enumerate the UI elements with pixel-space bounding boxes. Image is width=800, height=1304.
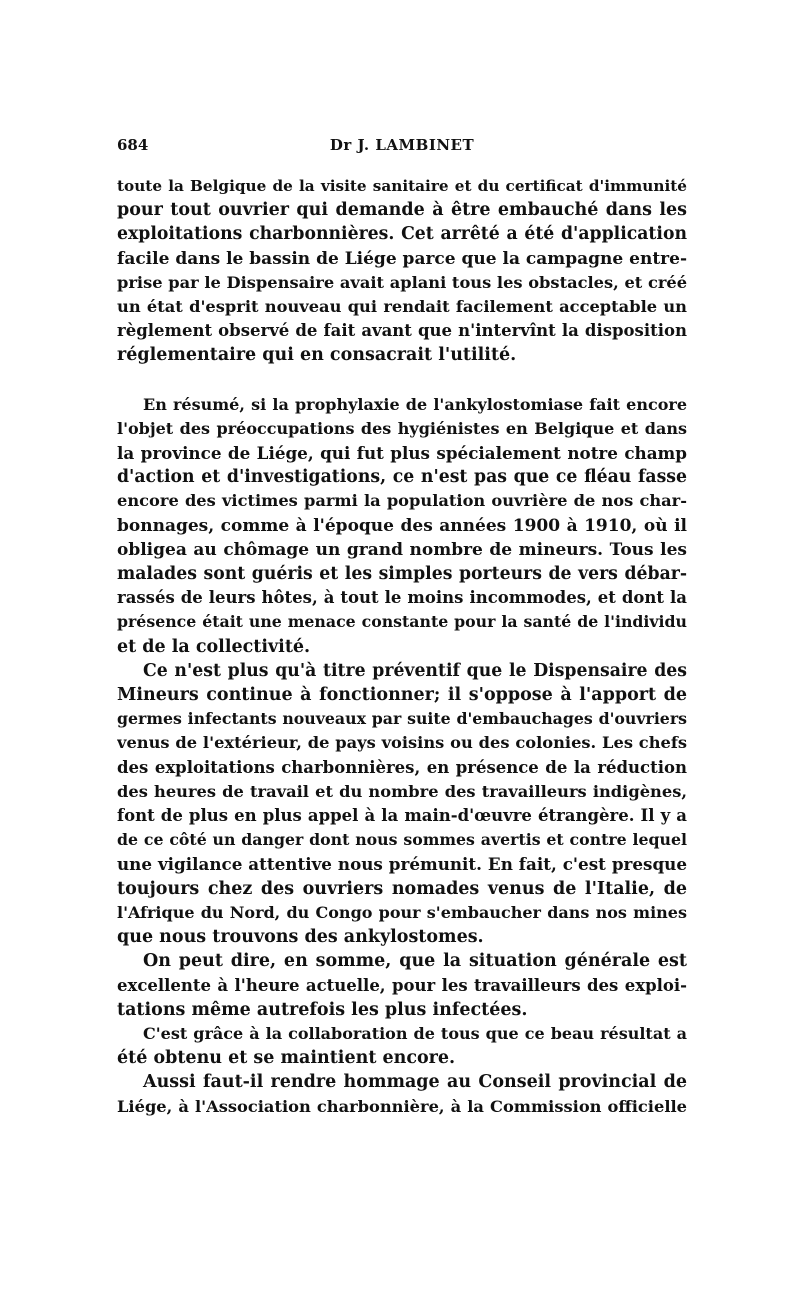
paragraph [117, 174, 687, 368]
text-line: prise par le Dispensaire avait aplani tous les obstacles, et créé [117, 272, 687, 292]
text-line: l'Afrique du Nord, du Congo pour s'embaucher dans nos mines [117, 902, 687, 922]
header-title: Dr J. LAMBINET [329, 136, 475, 154]
text-line: la province de Liége, qui fut plus spécialement notre champ [117, 443, 687, 464]
text-line: excellente à l'heure actuelle, pour les travailleurs des exploi- [117, 975, 687, 995]
text-line: un état d'esprit nouveau qui rendait facilement acceptable un [117, 297, 687, 317]
body-text [117, 174, 687, 1119]
running-head [117, 136, 687, 160]
page-number: 684 [117, 136, 149, 154]
text-line: des exploitations charbonnières, en présence de la réduction [117, 757, 687, 777]
text-line: de ce côté un danger dont nous sommes avertis et contre lequel [117, 830, 687, 850]
text-line: germes infectants nouveaux par suite d'embauchages d'ouvriers [117, 709, 687, 729]
text-line: exploitations charbonnières. Cet arrêté a été d'application [117, 224, 687, 245]
text-line: règlement observé de fait avant que n'intervînt la disposition [117, 321, 687, 341]
text-line: tations même autrefois les plus infectées. [117, 999, 528, 1020]
text-line: toujours chez des ouvriers nomades venus de l'Italie, de [117, 878, 687, 899]
paragraph [117, 659, 687, 949]
text-line: En résumé, si la prophylaxie de l'ankylostomiase fait encore [143, 394, 687, 414]
text-line: pour tout ouvrier qui demande à être embauché dans les [117, 200, 687, 221]
text-line: Mineurs continue à fonctionner; il s'oppose à l'apport de [117, 685, 687, 706]
paragraph [117, 949, 687, 1022]
text-line: Ce n'est plus qu'à titre préventif que le Dispensaire des [143, 660, 687, 681]
text-line: obligea au chômage un grand nombre de mineurs. Tous les [117, 539, 687, 560]
text-line: Liége, à l'Association charbonnière, à la Commission officielle [117, 1096, 687, 1116]
text-line: d'action et d'investigations, ce n'est pas que ce fléau fasse [117, 467, 687, 488]
text-line: venus de l'extérieur, de pays voisins ou des colonies. Les chefs [117, 733, 687, 753]
text-line: réglementaire qui en consacrait l'utilité. [117, 345, 517, 366]
text-line: malades sont guéris et les simples porteurs de vers débar- [117, 564, 687, 585]
text-line: présence était une menace constante pour la santé de l'individu [117, 612, 687, 632]
text-line: une vigilance attentive nous prémunit. En fait, c'est presque [117, 854, 687, 875]
paragraph [117, 1022, 687, 1070]
paragraph [117, 1070, 687, 1118]
text-line: On peut dire, en somme, que la situation générale est [143, 951, 687, 972]
text-line: rassés de leurs hôtes, à tout le moins incommodes, et dont la [117, 588, 687, 608]
text-line: font de plus en plus appel à la main-d'œuvre étrangère. Il y a [117, 806, 687, 826]
text-line: bonnages, comme à l'époque des années 1900 à 1910, où il [117, 515, 687, 536]
text-line: des heures de travail et du nombre des travailleurs indigènes, [117, 781, 687, 801]
text-line: et de la collectivité. [117, 636, 311, 657]
text-line: Aussi faut-il rendre hommage au Conseil provincial de [143, 1072, 687, 1093]
text-line: l'objet des préoccupations des hygiénistes en Belgique et dans [117, 418, 687, 438]
text-line: été obtenu et se maintient encore. [117, 1048, 456, 1069]
text-line: que nous trouvons des ankylostomes. [117, 927, 484, 948]
text-line: facile dans le bassin de Liége parce que la campagne entre- [117, 248, 687, 269]
text-line: C'est grâce à la collaboration de tous que ce beau résultat a [143, 1023, 687, 1043]
paragraph [117, 393, 687, 659]
text-line: encore des victimes parmi la population ouvrière de nos char- [117, 491, 687, 511]
text-line: toute la Belgique de la visite sanitaire et du certificat d'immunité [117, 177, 687, 195]
